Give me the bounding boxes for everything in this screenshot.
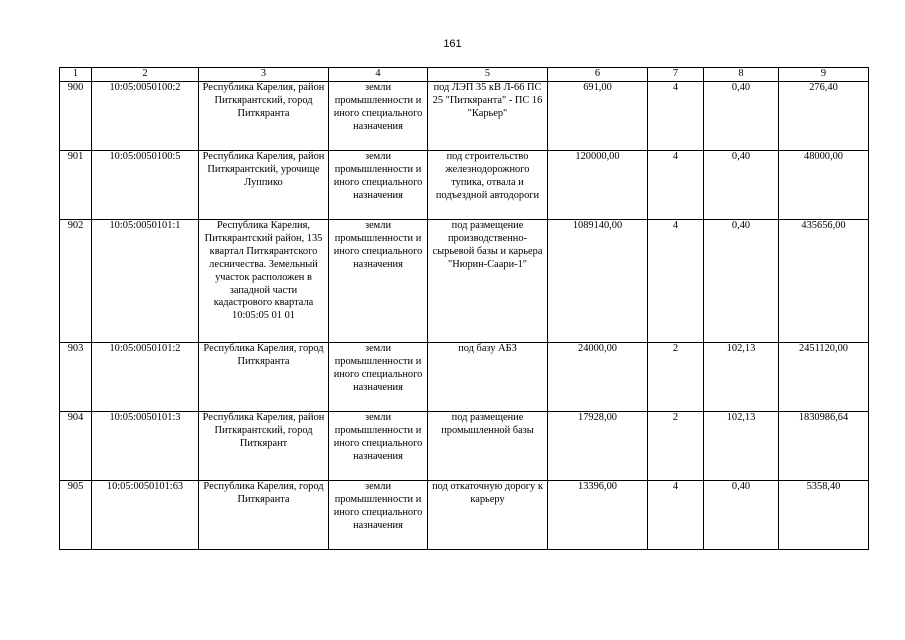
column-7-value: 2 bbox=[648, 343, 704, 412]
area: 24000,00 bbox=[548, 343, 648, 412]
area: 17928,00 bbox=[548, 412, 648, 481]
total-value: 435656,00 bbox=[779, 220, 869, 343]
column-8-value: 102,13 bbox=[704, 343, 779, 412]
cadastral-number: 10:05:0050100:2 bbox=[92, 82, 199, 151]
column-8-value: 0,40 bbox=[704, 481, 779, 550]
column-8-value: 0,40 bbox=[704, 151, 779, 220]
cadastral-number: 10:05:0050100:5 bbox=[92, 151, 199, 220]
table-row bbox=[60, 343, 869, 412]
total-value: 48000,00 bbox=[779, 151, 869, 220]
land-category: земли промышленности и иного специального назначения bbox=[329, 151, 428, 220]
location: Республика Карелия, район Питкярантский, город Питкярант bbox=[199, 412, 329, 481]
cadastral-number: 10:05:0050101:1 bbox=[92, 220, 199, 343]
total-value: 2451120,00 bbox=[779, 343, 869, 412]
header-cell-1: 1 bbox=[60, 68, 92, 82]
land-category: земли промышленности и иного специального назначения bbox=[329, 343, 428, 412]
column-8-value: 102,13 bbox=[704, 412, 779, 481]
area: 13396,00 bbox=[548, 481, 648, 550]
total-value: 276,40 bbox=[779, 82, 869, 151]
cadastral-number: 10:05:0050101:63 bbox=[92, 481, 199, 550]
column-8-value: 0,40 bbox=[704, 82, 779, 151]
header-cell-7: 7 bbox=[648, 68, 704, 82]
row-number: 900 bbox=[60, 82, 92, 151]
location: Республика Карелия, район Питкярантский, город Питкяранта bbox=[199, 82, 329, 151]
land-plots-table bbox=[59, 67, 869, 550]
land-category: земли промышленности и иного специального назначения bbox=[329, 481, 428, 550]
header-cell-3: 3 bbox=[199, 68, 329, 82]
row-number: 903 bbox=[60, 343, 92, 412]
column-7-value: 4 bbox=[648, 82, 704, 151]
row-number: 901 bbox=[60, 151, 92, 220]
table-row bbox=[60, 220, 869, 343]
land-category: земли промышленности и иного специального назначения bbox=[329, 412, 428, 481]
total-value: 5358,40 bbox=[779, 481, 869, 550]
column-7-value: 4 bbox=[648, 151, 704, 220]
location: Республика Карелия, город Питкяранта bbox=[199, 343, 329, 412]
permitted-use: под размещение промышленной базы bbox=[428, 412, 548, 481]
row-number: 902 bbox=[60, 220, 92, 343]
permitted-use: под откаточную дорогу к карьеру bbox=[428, 481, 548, 550]
column-8-value: 0,40 bbox=[704, 220, 779, 343]
header-cell-6: 6 bbox=[548, 68, 648, 82]
area: 691,00 bbox=[548, 82, 648, 151]
permitted-use: под размещение производственно-сырьевой базы и карьера "Нюрин-Саари-1" bbox=[428, 220, 548, 343]
permitted-use: под ЛЭП 35 кВ Л-66 ПС 25 "Питкяранта" - ПС 16 "Карьер" bbox=[428, 82, 548, 151]
header-cell-8: 8 bbox=[704, 68, 779, 82]
area: 1089140,00 bbox=[548, 220, 648, 343]
area: 120000,00 bbox=[548, 151, 648, 220]
table-row bbox=[60, 481, 869, 550]
land-category: земли промышленности и иного специального назначения bbox=[329, 220, 428, 343]
table-row bbox=[60, 151, 869, 220]
permitted-use: под строительство железнодорожного тупика, отвала и подъездной автодороги bbox=[428, 151, 548, 220]
location: Республика Карелия, район Питкярантский, урочище Луппико bbox=[199, 151, 329, 220]
column-7-value: 4 bbox=[648, 220, 704, 343]
header-cell-9: 9 bbox=[779, 68, 869, 82]
row-number: 904 bbox=[60, 412, 92, 481]
land-category: земли промышленности и иного специального назначения bbox=[329, 82, 428, 151]
header-cell-4: 4 bbox=[329, 68, 428, 82]
column-number-row bbox=[60, 68, 869, 82]
column-7-value: 2 bbox=[648, 412, 704, 481]
table-row bbox=[60, 82, 869, 151]
total-value: 1830986,64 bbox=[779, 412, 869, 481]
permitted-use: под базу АБЗ bbox=[428, 343, 548, 412]
location: Республика Карелия, Питкярантский район, 135 квартал Питкярантского лесничества. Земельный участок расположен в западной части кадастрового квартала 10:05:05 01 01 bbox=[199, 220, 329, 343]
page-number: 161 bbox=[443, 38, 462, 50]
cadastral-number: 10:05:0050101:3 bbox=[92, 412, 199, 481]
row-number: 905 bbox=[60, 481, 92, 550]
table-row bbox=[60, 412, 869, 481]
header-cell-5: 5 bbox=[428, 68, 548, 82]
header-cell-2: 2 bbox=[92, 68, 199, 82]
cadastral-number: 10:05:0050101:2 bbox=[92, 343, 199, 412]
column-7-value: 4 bbox=[648, 481, 704, 550]
location: Республика Карелия, город Питкяранта bbox=[199, 481, 329, 550]
